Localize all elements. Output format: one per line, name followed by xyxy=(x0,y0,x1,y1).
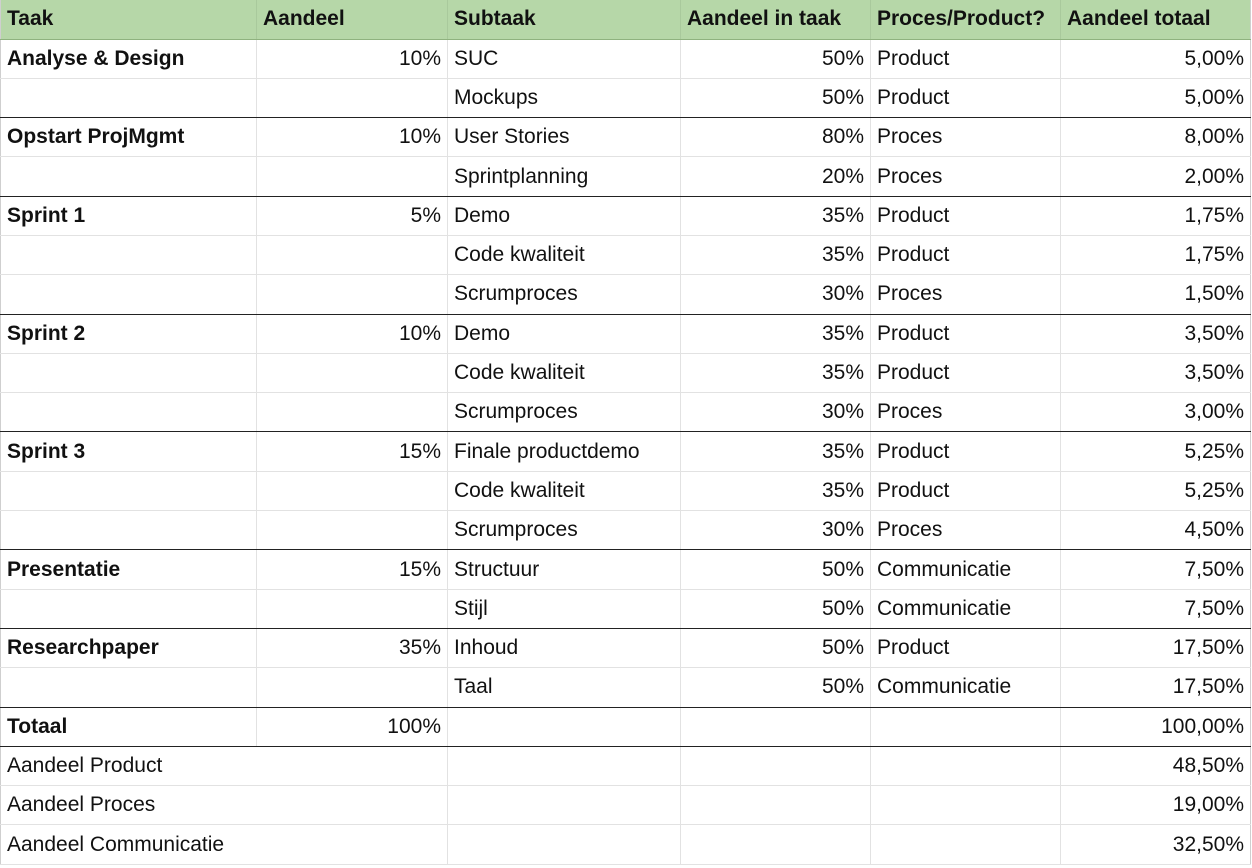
summary-empty-cell[interactable] xyxy=(871,825,1061,864)
summary-value[interactable]: 48,50% xyxy=(1061,746,1251,785)
cell-proces-product[interactable]: Communicatie xyxy=(871,668,1061,707)
cell-aandeel-totaal[interactable]: 1,75% xyxy=(1061,235,1251,274)
cell-proces-product[interactable]: Product xyxy=(871,432,1061,471)
cell-proces-product[interactable]: Proces xyxy=(871,157,1061,196)
header-aandeel-totaal[interactable]: Aandeel totaal xyxy=(1061,0,1251,39)
cell-aandeel[interactable]: 10% xyxy=(257,39,448,78)
cell-aandeel[interactable]: 100% xyxy=(257,707,448,746)
cell-aandeel-in-taak[interactable]: 35% xyxy=(681,432,871,471)
cell-proces-product[interactable]: Product xyxy=(871,196,1061,235)
cell-aandeel-totaal[interactable]: 3,50% xyxy=(1061,314,1251,353)
cell-proces-product[interactable]: Proces xyxy=(871,275,1061,314)
cell-aandeel-totaal[interactable]: 100,00% xyxy=(1061,707,1251,746)
cell-subtaak[interactable]: Code kwaliteit xyxy=(448,353,681,392)
cell-taak[interactable]: Sprint 3 xyxy=(1,432,257,471)
cell-proces-product[interactable]: Product xyxy=(871,471,1061,510)
summary-row xyxy=(1,746,1251,785)
cell-taak[interactable] xyxy=(1,275,257,314)
cell-subtaak[interactable]: Scrumproces xyxy=(448,511,681,550)
cell-taak[interactable]: Sprint 2 xyxy=(1,314,257,353)
table-row xyxy=(1,471,1251,510)
cell-taak[interactable] xyxy=(1,589,257,628)
cell-aandeel-in-taak[interactable]: 30% xyxy=(681,275,871,314)
cell-taak[interactable] xyxy=(1,353,257,392)
cell-aandeel-in-taak[interactable]: 50% xyxy=(681,628,871,667)
table-row xyxy=(1,668,1251,707)
cell-aandeel-in-taak[interactable]: 30% xyxy=(681,511,871,550)
cell-subtaak[interactable]: User Stories xyxy=(448,118,681,157)
cell-proces-product[interactable]: Proces xyxy=(871,393,1061,432)
cell-subtaak[interactable]: Scrumproces xyxy=(448,393,681,432)
cell-proces-product[interactable] xyxy=(871,707,1061,746)
cell-taak[interactable]: Opstart ProjMgmt xyxy=(1,118,257,157)
cell-subtaak[interactable]: Code kwaliteit xyxy=(448,471,681,510)
summary-empty-cell[interactable] xyxy=(448,786,681,825)
cell-taak[interactable] xyxy=(1,393,257,432)
cell-aandeel-in-taak[interactable]: 50% xyxy=(681,78,871,117)
cell-aandeel-in-taak[interactable] xyxy=(681,707,871,746)
cell-aandeel[interactable]: 35% xyxy=(257,628,448,667)
cell-aandeel-totaal[interactable]: 3,00% xyxy=(1061,393,1251,432)
cell-taak[interactable] xyxy=(1,511,257,550)
cell-proces-product[interactable]: Communicatie xyxy=(871,550,1061,589)
cell-aandeel-in-taak[interactable]: 30% xyxy=(681,393,871,432)
table-row xyxy=(1,275,1251,314)
cell-aandeel[interactable]: 5% xyxy=(257,196,448,235)
summary-label[interactable]: Aandeel Proces xyxy=(1,786,448,825)
cell-aandeel[interactable] xyxy=(257,511,448,550)
cell-proces-product[interactable]: Proces xyxy=(871,511,1061,550)
table-row xyxy=(1,511,1251,550)
cell-aandeel-totaal[interactable]: 3,50% xyxy=(1061,353,1251,392)
cell-taak[interactable] xyxy=(1,471,257,510)
cell-proces-product[interactable]: Product xyxy=(871,39,1061,78)
cell-aandeel-in-taak[interactable]: 50% xyxy=(681,589,871,628)
summary-value[interactable]: 32,50% xyxy=(1061,825,1251,864)
cell-aandeel[interactable] xyxy=(257,235,448,274)
summary-empty-cell[interactable] xyxy=(871,746,1061,785)
header-taak[interactable]: Taak xyxy=(1,0,257,39)
cell-aandeel-totaal[interactable]: 1,50% xyxy=(1061,275,1251,314)
cell-aandeel-totaal[interactable]: 8,00% xyxy=(1061,118,1251,157)
cell-taak[interactable] xyxy=(1,157,257,196)
cell-subtaak[interactable]: Mockups xyxy=(448,78,681,117)
cell-subtaak[interactable]: Scrumproces xyxy=(448,275,681,314)
cell-aandeel[interactable] xyxy=(257,275,448,314)
cell-aandeel-in-taak[interactable]: 20% xyxy=(681,157,871,196)
summary-empty-cell[interactable] xyxy=(871,786,1061,825)
summary-row xyxy=(1,825,1251,864)
summary-row xyxy=(1,786,1251,825)
cell-aandeel-totaal[interactable]: 5,25% xyxy=(1061,432,1251,471)
header-aandeel-in-taak[interactable]: Aandeel in taak xyxy=(681,0,871,39)
cell-aandeel-totaal[interactable]: 17,50% xyxy=(1061,628,1251,667)
cell-aandeel[interactable] xyxy=(257,589,448,628)
cell-aandeel-in-taak[interactable]: 35% xyxy=(681,235,871,274)
table-row xyxy=(1,393,1251,432)
cell-aandeel-in-taak[interactable]: 35% xyxy=(681,196,871,235)
header-row xyxy=(1,0,1251,39)
cell-subtaak[interactable]: Code kwaliteit xyxy=(448,235,681,274)
cell-proces-product[interactable]: Product xyxy=(871,353,1061,392)
summary-empty-cell[interactable] xyxy=(448,746,681,785)
cell-aandeel-totaal[interactable]: 7,50% xyxy=(1061,550,1251,589)
cell-subtaak[interactable] xyxy=(448,707,681,746)
cell-proces-product[interactable]: Product xyxy=(871,235,1061,274)
table-row xyxy=(1,157,1251,196)
table-row xyxy=(1,314,1251,353)
cell-aandeel-in-taak[interactable]: 50% xyxy=(681,668,871,707)
header-proces-product[interactable]: Proces/Product? xyxy=(871,0,1061,39)
cell-aandeel[interactable]: 15% xyxy=(257,550,448,589)
cell-aandeel-in-taak[interactable]: 50% xyxy=(681,39,871,78)
summary-empty-cell[interactable] xyxy=(681,746,871,785)
table-row xyxy=(1,432,1251,471)
cell-aandeel-totaal[interactable]: 4,50% xyxy=(1061,511,1251,550)
cell-subtaak[interactable]: SUC xyxy=(448,39,681,78)
cell-aandeel[interactable] xyxy=(257,157,448,196)
summary-value[interactable]: 19,00% xyxy=(1061,786,1251,825)
cell-aandeel[interactable]: 10% xyxy=(257,314,448,353)
cell-taak[interactable]: Analyse & Design xyxy=(1,39,257,78)
cell-subtaak[interactable]: Stijl xyxy=(448,589,681,628)
cell-subtaak[interactable]: Demo xyxy=(448,196,681,235)
summary-label[interactable]: Aandeel Product xyxy=(1,746,448,785)
table-row xyxy=(1,196,1251,235)
cell-aandeel-in-taak[interactable]: 50% xyxy=(681,550,871,589)
cell-proces-product[interactable]: Communicatie xyxy=(871,589,1061,628)
table-row xyxy=(1,550,1251,589)
table-row xyxy=(1,235,1251,274)
cell-aandeel[interactable] xyxy=(257,393,448,432)
cell-aandeel-in-taak[interactable]: 80% xyxy=(681,118,871,157)
table-row xyxy=(1,78,1251,117)
cell-subtaak[interactable]: Finale productdemo xyxy=(448,432,681,471)
table-row xyxy=(1,628,1251,667)
cell-aandeel-in-taak[interactable]: 35% xyxy=(681,471,871,510)
cell-proces-product[interactable]: Proces xyxy=(871,118,1061,157)
cell-subtaak[interactable]: Taal xyxy=(448,668,681,707)
cell-aandeel-in-taak[interactable]: 35% xyxy=(681,314,871,353)
cell-proces-product[interactable]: Product xyxy=(871,78,1061,117)
cell-taak[interactable] xyxy=(1,235,257,274)
cell-aandeel-totaal[interactable]: 7,50% xyxy=(1061,589,1251,628)
cell-taak[interactable]: Researchpaper xyxy=(1,628,257,667)
cell-subtaak[interactable]: Inhoud xyxy=(448,628,681,667)
summary-label[interactable]: Aandeel Communicatie xyxy=(1,825,448,864)
cell-taak[interactable] xyxy=(1,668,257,707)
cell-subtaak[interactable]: Structuur xyxy=(448,550,681,589)
cell-taak[interactable]: Totaal xyxy=(1,707,257,746)
cell-aandeel-totaal[interactable]: 2,00% xyxy=(1061,157,1251,196)
summary-empty-cell[interactable] xyxy=(448,825,681,864)
cell-aandeel[interactable] xyxy=(257,471,448,510)
total-row xyxy=(1,707,1251,746)
cell-aandeel-totaal[interactable]: 5,00% xyxy=(1061,39,1251,78)
header-subtaak[interactable]: Subtaak xyxy=(448,0,681,39)
cell-proces-product[interactable]: Product xyxy=(871,628,1061,667)
cell-aandeel[interactable]: 10% xyxy=(257,118,448,157)
cell-aandeel-totaal[interactable]: 5,25% xyxy=(1061,471,1251,510)
cell-taak[interactable]: Sprint 1 xyxy=(1,196,257,235)
cell-aandeel[interactable] xyxy=(257,353,448,392)
table-row xyxy=(1,118,1251,157)
cell-subtaak[interactable]: Demo xyxy=(448,314,681,353)
cell-aandeel-totaal[interactable]: 1,75% xyxy=(1061,196,1251,235)
cell-aandeel-totaal[interactable]: 17,50% xyxy=(1061,668,1251,707)
cell-proces-product[interactable]: Product xyxy=(871,314,1061,353)
table-row xyxy=(1,39,1251,78)
header-aandeel[interactable]: Aandeel xyxy=(257,0,448,39)
cell-aandeel[interactable]: 15% xyxy=(257,432,448,471)
cell-aandeel[interactable] xyxy=(257,668,448,707)
table-row xyxy=(1,353,1251,392)
cell-aandeel[interactable] xyxy=(257,78,448,117)
cell-taak[interactable]: Presentatie xyxy=(1,550,257,589)
summary-empty-cell[interactable] xyxy=(681,786,871,825)
summary-empty-cell[interactable] xyxy=(681,825,871,864)
cell-taak[interactable] xyxy=(1,78,257,117)
cell-subtaak[interactable]: Sprintplanning xyxy=(448,157,681,196)
cell-aandeel-totaal[interactable]: 5,00% xyxy=(1061,78,1251,117)
table-row xyxy=(1,589,1251,628)
cell-aandeel-in-taak[interactable]: 35% xyxy=(681,353,871,392)
